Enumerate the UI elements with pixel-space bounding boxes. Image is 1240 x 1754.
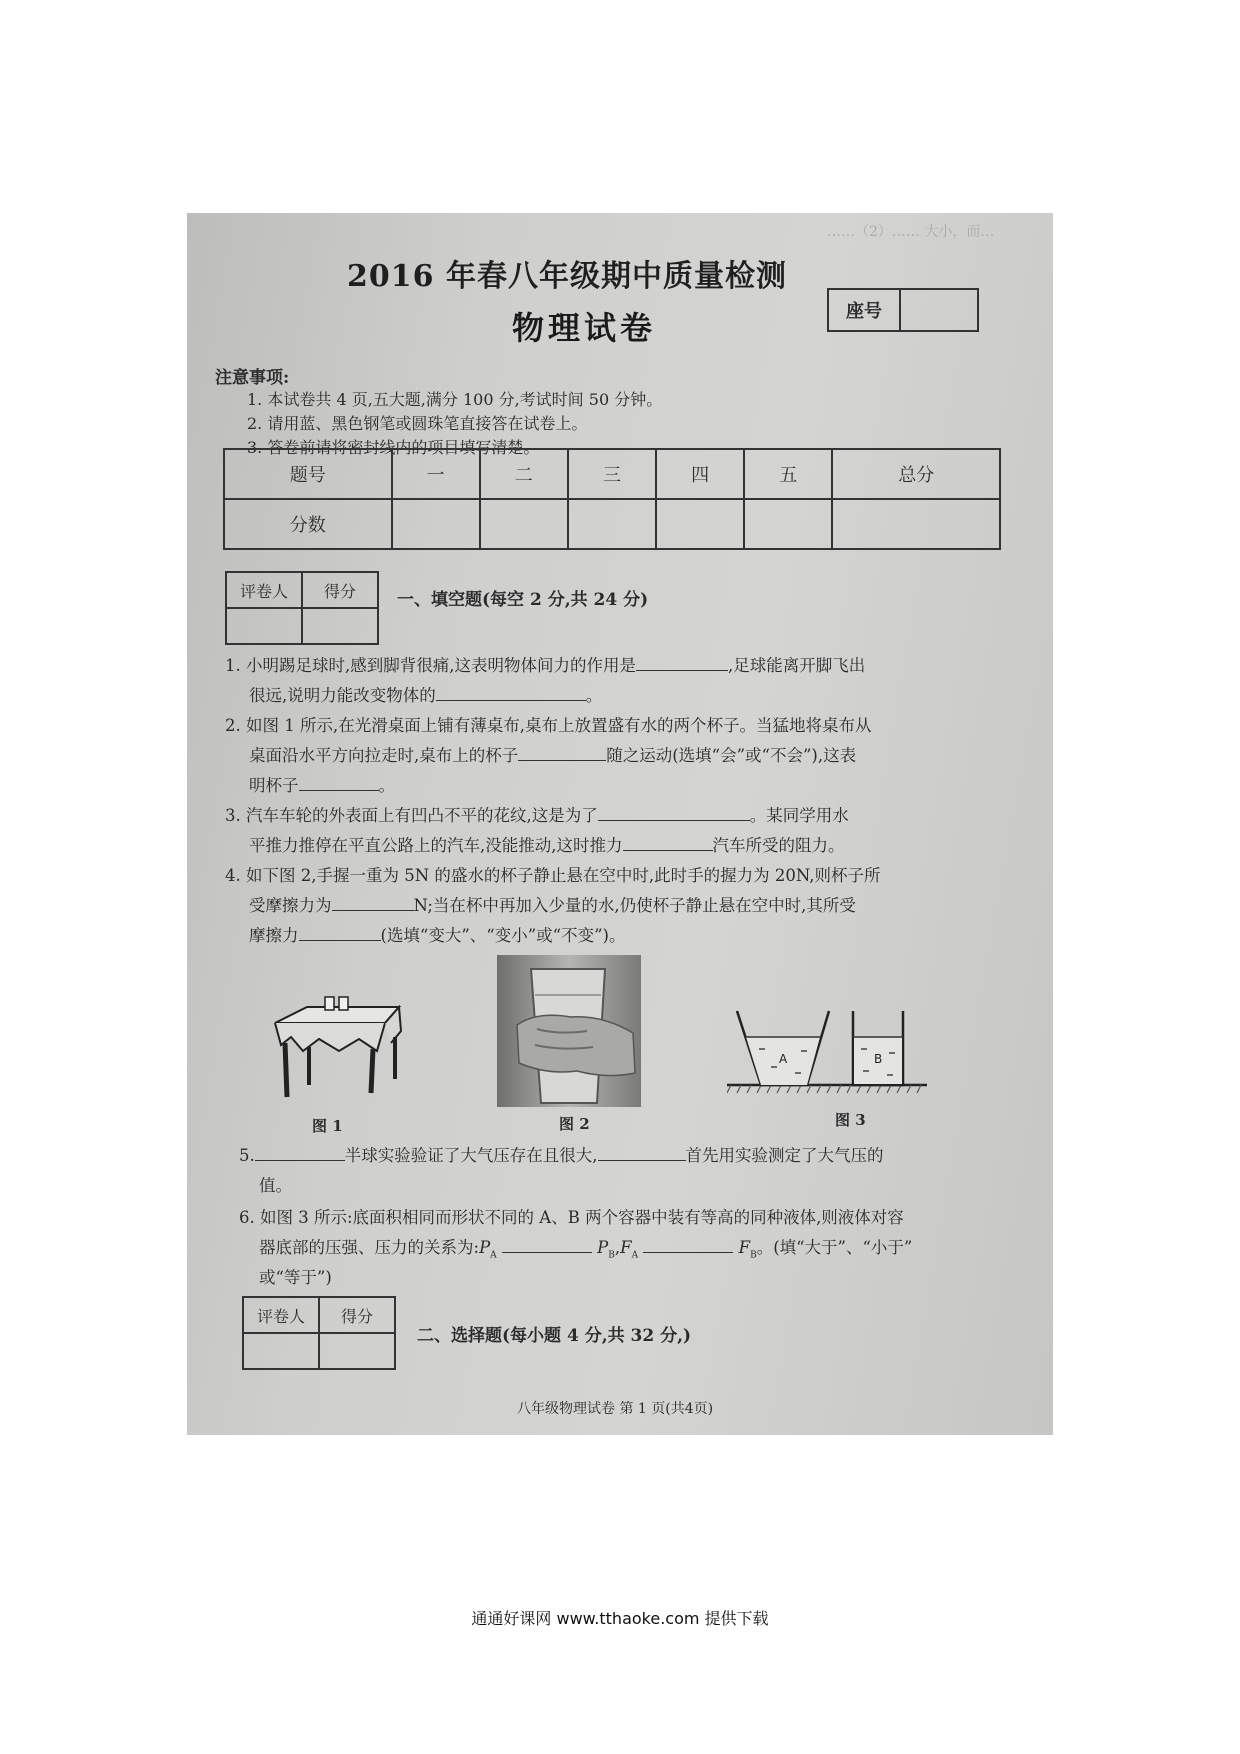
seat-number-box: [827, 288, 979, 332]
answer-blank[interactable]: [636, 654, 728, 671]
score-entry-cell[interactable]: [480, 499, 568, 549]
question-5-line-1: [239, 1141, 884, 1171]
force-a-symbol: F: [620, 1238, 632, 1257]
answer-blank[interactable]: [299, 924, 381, 941]
pressure-a-symbol: P: [479, 1238, 491, 1257]
grader-score-entry[interactable]: [302, 608, 378, 644]
question-2-line-3: [249, 771, 395, 801]
score-entry-cell[interactable]: [832, 499, 1000, 549]
question-5-text: 首先用实验测定了大气压的: [685, 1146, 884, 1165]
grader-score-label: 得分: [319, 1297, 395, 1333]
force-a-subscript: A: [631, 1250, 639, 1261]
figure-2-label: 图 2: [559, 1115, 590, 1133]
site-credit-footer: 通通好课网 www.tthaoke.com 提供下载: [471, 1609, 769, 1628]
pressure-a-subscript: A: [490, 1250, 497, 1261]
question-1-text: ,足球能离开脚飞出: [727, 656, 866, 675]
seat-value-cell[interactable]: [901, 290, 977, 330]
question-2-text: 明杯子: [249, 776, 299, 795]
answer-blank[interactable]: [436, 684, 586, 701]
exam-paper: [187, 213, 1053, 1435]
grader-label: 评卷人: [226, 572, 302, 608]
question-3-text: 。某同学用水: [749, 806, 849, 825]
question-4-line-2: [249, 891, 856, 921]
score-entry-cell[interactable]: [744, 499, 832, 549]
show-through-text: ……（2）…… 大小，而…: [827, 224, 995, 240]
grader-box-section1: [225, 571, 379, 645]
figure-3-containers-illustration: [727, 1005, 927, 1097]
score-entry-cell[interactable]: [568, 499, 656, 549]
pressure-b-subscript: B: [608, 1250, 615, 1261]
score-table-cell: 总分: [832, 449, 1000, 499]
question-2-text: 随之运动(选填“会”或“不会”),这表: [606, 746, 857, 765]
section1-title: 一、填空题(每空 2 分,共 24 分): [397, 590, 649, 610]
container-b-label: B: [874, 1052, 883, 1066]
answer-blank[interactable]: [255, 1144, 345, 1161]
force-b-subscript: B: [750, 1250, 757, 1261]
question-6-line-3: 或“等于”): [259, 1268, 332, 1287]
figure-1-label: 图 1: [312, 1117, 343, 1135]
question-4-text: (选填“变大”、“变小”或“不变”)。: [380, 926, 626, 945]
question-2-line-2: [249, 741, 856, 771]
question-6-line-2: 器底部的压强、压力的关系为$:P_A$ $P_B,F_A$ $F_B$。(填“大于”、“小于”: [259, 1238, 913, 1261]
answer-blank[interactable]: [623, 834, 713, 851]
question-6-text: 器底部的压强、压力的关系为:: [259, 1238, 480, 1257]
question-1-line-1: [225, 651, 865, 681]
question-4-text: 摩擦力: [249, 926, 299, 945]
grader-score-entry[interactable]: [319, 1333, 395, 1369]
answer-blank[interactable]: [643, 1236, 733, 1253]
question-1-text: 很远,说明力能改变物体的: [249, 686, 436, 705]
notice-item-2: 2. 请用蓝、黑色钢笔或圆珠笔直接答在试卷上。: [247, 414, 588, 433]
question-5-line-2: 值。: [259, 1176, 292, 1195]
question-5-text: 半球实验验证了大气压存在且很大,: [344, 1146, 598, 1165]
question-2-text: 桌面沿水平方向拉走时,桌布上的杯子: [249, 746, 519, 765]
notice-heading: 注意事项:: [215, 368, 290, 388]
grader-box-section2: [242, 1296, 396, 1370]
score-table: [223, 448, 1001, 550]
question-3-text: 3. 汽车车轮的外表面上有凹凸不平的花纹,这是为了: [225, 806, 598, 825]
exam-subject: 物理试卷: [512, 309, 657, 347]
seat-label: 座号: [829, 290, 901, 330]
question-3-line-1: [225, 801, 849, 831]
question-3-text: 平推力推停在平直公路上的汽车,没能推动,这时推力: [249, 836, 623, 855]
grader-label: 评卷人: [243, 1297, 319, 1333]
question-4-line-1: 4. 如下图 2,手握一重为 5N 的盛水的杯子静止悬在空中时,此时手的握力为 20N,则杯子所: [225, 866, 881, 885]
container-a-label: A: [779, 1052, 788, 1066]
question-4-text: N;当在杯中再加入少量的水,仍使杯子静止悬在空中时,其所受: [413, 896, 856, 915]
notice-item-1: 1. 本试卷共 4 页,五大题,满分 100 分,考试时间 50 分钟。: [247, 390, 663, 409]
question-5-text: 5.: [239, 1146, 255, 1165]
section2-title: 二、选择题(每小题 4 分,共 32 分,): [417, 1326, 692, 1346]
grader-score-label: 得分: [302, 572, 378, 608]
exam-page-footer: 八年级物理试卷 第 1 页(共4页): [517, 1401, 714, 1417]
question-2-line-1: 2. 如图 1 所示,在光滑桌面上铺有薄桌布,桌布上放置盛有水的两个杯子。当猛地将桌布从: [225, 716, 872, 735]
score-table-cell: 三: [568, 449, 656, 499]
notice-item-3: 3. 答卷前请将密封线内的项目填写清楚。: [247, 438, 540, 457]
question-4-line-3: [249, 921, 626, 951]
score-table-header-row: [224, 449, 1000, 499]
figure-2-hand-glass-photo: [497, 955, 641, 1107]
score-table-cell: 四: [656, 449, 744, 499]
answer-blank[interactable]: [598, 1144, 686, 1161]
score-row-label: 分数: [224, 499, 392, 549]
question-1-text: 1. 小明踢足球时,感到脚背很痛,这表明物体间力的作用是: [225, 656, 636, 675]
answer-blank[interactable]: [518, 744, 606, 761]
score-table-score-row: [224, 499, 1000, 549]
exam-title: 2016 年春八年级期中质量检测: [347, 259, 787, 294]
score-entry-cell[interactable]: [656, 499, 744, 549]
grader-entry[interactable]: [243, 1333, 319, 1369]
exam-photo: [187, 213, 1053, 1435]
question-1-line-2: [249, 681, 602, 711]
score-table-cell: 五: [744, 449, 832, 499]
score-table-cell: 二: [480, 449, 568, 499]
question-3-text: 汽车所受的阻力。: [712, 836, 845, 855]
score-table-cell: 一: [392, 449, 480, 499]
answer-blank[interactable]: [502, 1236, 592, 1253]
force-b-symbol: F: [738, 1238, 751, 1257]
pressure-b-symbol: P: [597, 1238, 609, 1257]
answer-blank[interactable]: [598, 804, 750, 821]
answer-blank[interactable]: [332, 894, 414, 911]
score-table-cell: 题号: [224, 449, 392, 499]
question-2-text: 。: [378, 776, 395, 795]
grader-entry[interactable]: [226, 608, 302, 644]
question-6-line-1: 6. 如图 3 所示:底面积相同而形状不同的 A、B 两个容器中装有等高的同种液体,则液体对容: [239, 1208, 904, 1227]
question-4-text: 受摩擦力为: [249, 896, 332, 915]
figure-1-table-illustration: [267, 993, 407, 1103]
answer-blank[interactable]: [299, 774, 379, 791]
score-entry-cell[interactable]: [392, 499, 480, 549]
question-1-text: 。: [585, 686, 603, 705]
question-6-text: 。(填“大于”、“小于”: [756, 1238, 913, 1257]
figure-3-label: 图 3: [835, 1111, 866, 1129]
question-3-line-2: [249, 831, 845, 861]
